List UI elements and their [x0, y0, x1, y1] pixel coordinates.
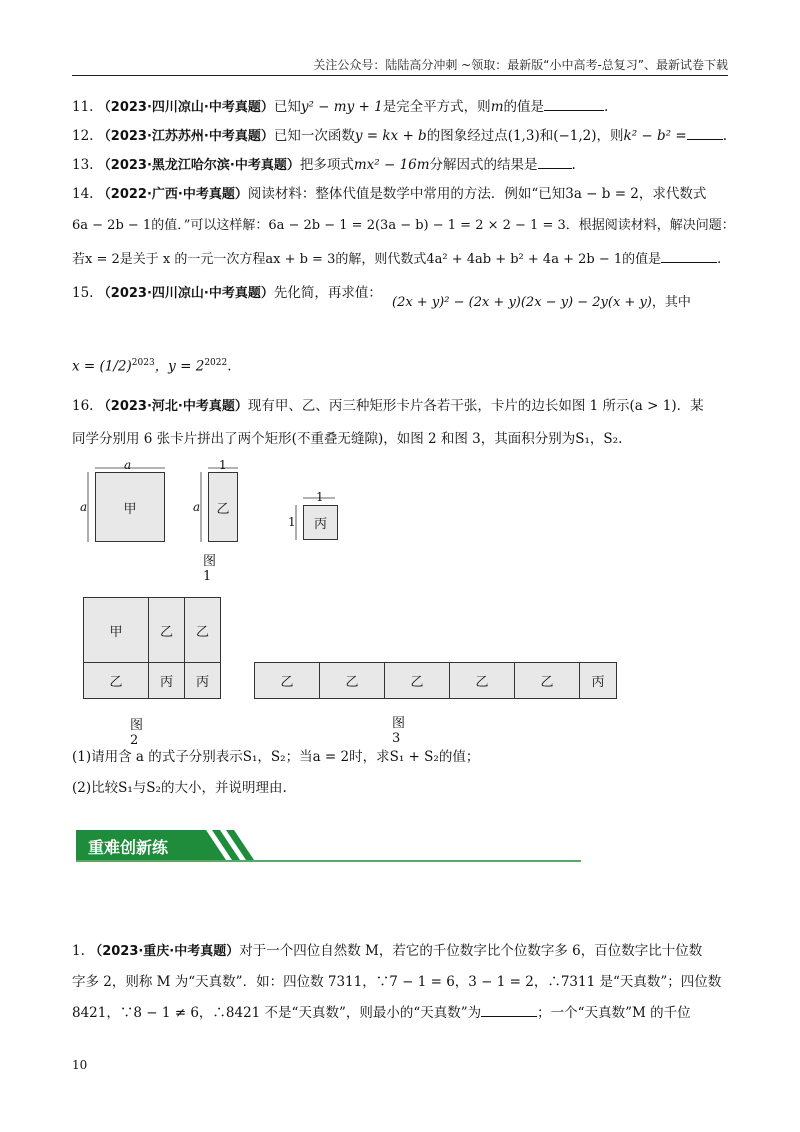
- fig2-cell-bing-1: [148, 662, 185, 699]
- q12-text-a: 已知一次函数: [273, 128, 355, 144]
- dim-a-side-jia: a: [80, 500, 88, 514]
- fig2-cell-label: 甲: [109, 624, 123, 640]
- q1-source: （2023·重庆·中考真题）: [89, 944, 240, 959]
- q13-text-b: 分解因式的结果是: [429, 157, 538, 173]
- fig2-cell-jia: [83, 597, 149, 663]
- fig3-cell-yi-5: [514, 662, 580, 699]
- fig3-cell-label: 乙: [540, 675, 554, 690]
- q15-cond-x: x = (1/2): [72, 358, 132, 375]
- q11-var: m: [490, 99, 504, 115]
- q1-line-1: 对于一个四位自然数 M，若它的千位数字比个位数字多 6，百位数字比十位数: [239, 943, 703, 959]
- q1-line-3a: 8421，∵8 − 1 ≠ 6，∴8421 不是“天真数”，则最小的“天真数”为: [72, 1005, 482, 1021]
- dim-1-top-bing: 1: [316, 490, 324, 504]
- q14-number: 14.: [72, 186, 94, 202]
- question-1-line-2: [72, 971, 732, 993]
- q12-number: 12.: [72, 128, 94, 144]
- fig2-cell-yi-2: [184, 597, 221, 663]
- q11-number: 11.: [72, 99, 94, 115]
- dim-1-top-yi: 1: [219, 458, 227, 472]
- q15-cond-y-exp: 2022: [204, 358, 228, 368]
- question-1-line-3: [72, 1002, 732, 1024]
- q13-expr: mx² − 16m: [353, 157, 430, 173]
- q13-source: （2023·黑龙江哈尔滨·中考真题）: [97, 158, 300, 173]
- q14-source: （2022·广西·中考真题）: [97, 187, 248, 202]
- q12-point-2: (−1,2): [553, 128, 597, 144]
- q1-number: 1.: [72, 943, 85, 959]
- fig2-cell-label: 乙: [109, 675, 123, 690]
- section-title: 重难创新练: [88, 838, 169, 857]
- q12-end: .: [722, 128, 727, 144]
- q15-cond-y: ，y = 2: [154, 358, 205, 375]
- q12-point-1: (1,3): [507, 128, 540, 144]
- q16-number: 16.: [72, 398, 94, 414]
- q12-text-b: 的图象经过点: [426, 128, 508, 144]
- q16-line-2: 同学分别用 6 张卡片拼出了两个矩形(不重叠无缝隙)，如图 2 和图 3，其面积分别为S₁，S₂.: [72, 431, 623, 447]
- q1-answer-blank[interactable]: [481, 1003, 537, 1017]
- q1-line-2: 字多 2，则称 M 为“天真数”．如：四位数 7311，∵7 − 1 = 6，3 − 1 = 2，∴7311 是“天真数”；四位数: [72, 974, 722, 990]
- q12-expr-2: k² − b² =: [623, 128, 687, 144]
- q12-and: 和: [539, 128, 554, 144]
- dim-1-side-bing: 1: [288, 515, 296, 529]
- fig3-cell-label: 乙: [410, 675, 424, 690]
- q12-source: （2023·江苏苏州·中考真题）: [97, 129, 274, 144]
- q14-end: .: [717, 252, 722, 267]
- q16-source: （2023·河北·中考真题）: [97, 399, 248, 414]
- fig3-cell-yi-1: [254, 662, 320, 699]
- q12-text-c: ，则: [596, 128, 624, 144]
- fig2-cell-bing-2: [184, 662, 221, 699]
- q12-expr: y = kx + b: [354, 128, 427, 144]
- dim-a-side-yi: a: [193, 500, 201, 514]
- q11-text-c: 的值是: [503, 99, 544, 115]
- fig3-cell-label: 丙: [591, 675, 605, 690]
- q11-text-b: 是完全平方式，则: [382, 99, 491, 115]
- section-banner: [76, 830, 581, 862]
- fig3-cell-yi-4: [449, 662, 515, 699]
- fig3-cell-label: 乙: [280, 675, 294, 690]
- figure-3-caption: 图 3: [392, 716, 419, 746]
- fig2-cell-label: 丙: [195, 675, 209, 690]
- fig2-cell-label: 丙: [159, 675, 173, 690]
- q16-sub-1-text: (1)请用含 a 的式子分别表示S₁，S₂；当a = 2时，求S₁ + S₂的值；: [72, 749, 480, 765]
- dim-a-top-jia: a: [124, 458, 132, 472]
- card-yi: [208, 472, 238, 542]
- q15-number: 15.: [72, 285, 94, 301]
- card-jia-label: 甲: [123, 501, 137, 517]
- q15-source: （2023·四川凉山·中考真题）: [97, 286, 274, 301]
- q14-line-2: 6a − 2b − 1的值．”可以这样解：6a − 2b − 1 = 2(3a − b) − 1 = 2 × 2 − 1 = 3．根据阅读材料，解决问题：: [72, 218, 735, 233]
- fig3-cell-label: 乙: [475, 675, 489, 690]
- fig3-cell-yi-3: [384, 662, 450, 699]
- q15-expr: (2x + y)² − (2x + y)(2x − y) − 2y(x + y): [392, 295, 652, 310]
- q15-text-a: 先化简，再求值：: [273, 285, 382, 301]
- fig2-cell-yi-3: [83, 662, 149, 699]
- fig2-cell-yi-1: [148, 597, 185, 663]
- fig3-cell-label: 乙: [345, 675, 359, 690]
- fig3-cell-bing: [579, 662, 617, 699]
- figure-1-caption: 图 1: [203, 554, 230, 584]
- q11-end: .: [604, 99, 609, 115]
- page-header: 关注公众号：陆陆高分冲刺 ~领取：最新版“小中高考-总复习”、最新试卷下载: [313, 58, 728, 72]
- q15-end: .: [227, 358, 232, 375]
- q16-line-1: 现有甲、乙、丙三种矩形卡片各若干张，卡片的边长如图 1 所示(a > 1)．某: [247, 398, 704, 414]
- card-bing: [303, 505, 338, 540]
- q15-cond-x-exp: 2023: [131, 358, 155, 368]
- q11-text-a: 已知: [273, 99, 301, 115]
- q13-end: .: [571, 157, 576, 173]
- question-1-line-1: [72, 940, 732, 963]
- q1-line-3b: ；一个“天真数”M 的千位: [537, 1005, 691, 1021]
- q14-line-3: 若x = 2是关于 x 的一元一次方程ax + b = 3的解，则代数式4a² + 4ab + b² + 4a + 2b − 1的值是: [72, 252, 662, 267]
- q13-text-a: 把多项式: [299, 157, 354, 173]
- figure-2-caption: 图 2: [130, 718, 157, 748]
- fig2-cell-label: 乙: [159, 624, 173, 640]
- q16-sub-2-text: (2)比较S₁与S₂的大小，并说明理由.: [72, 780, 287, 796]
- card-yi-label: 乙: [216, 501, 230, 517]
- fig2-cell-label: 乙: [195, 624, 209, 640]
- page-number: 10: [72, 1058, 88, 1072]
- q13-number: 13.: [72, 157, 94, 173]
- q11-expr: y² − my + 1: [300, 99, 383, 115]
- q14-line-1: 阅读材料：整体代值是数学中常用的方法．例如“已知3a − b = 2，求代数式: [247, 186, 707, 202]
- q16-sub-1: [72, 746, 732, 768]
- q16-sub-2: [72, 777, 732, 799]
- q15-text-b: ，其中: [651, 295, 691, 310]
- card-bing-label: 丙: [313, 517, 327, 532]
- q11-source: （2023·四川凉山·中考真题）: [97, 100, 274, 115]
- fig3-cell-yi-2: [319, 662, 385, 699]
